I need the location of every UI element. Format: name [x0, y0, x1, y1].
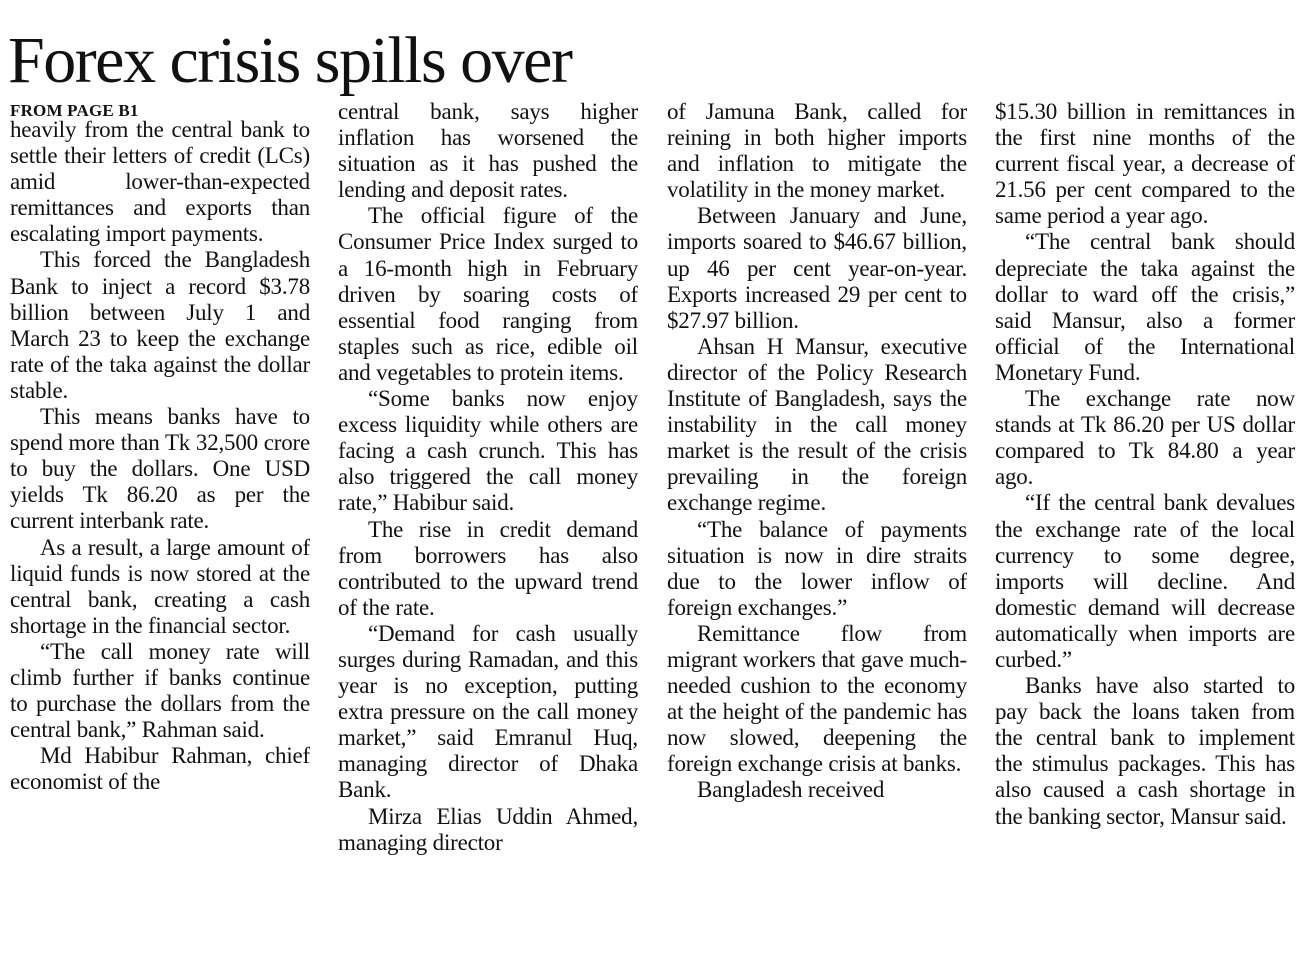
paragraph: The official figure of the Consumer Price Index surged to a 16-month high in February driven by soaring costs of essential food ranging from staples such as rice, edible oil and vegetables to protein items.: [338, 203, 638, 385]
paragraph: Banks have also started to pay back the loans taken from the central bank to implement the stimulus packages. This has also caused a cash shortage in the banking sector, Mansur said.: [995, 673, 1295, 829]
article-column-4: [995, 99, 1295, 969]
jump-label: FROM PAGE B1: [10, 101, 139, 120]
paragraph: Ahsan H Mansur, executive director of the Policy Research Institute of Bangladesh, says the instability in the call money market is the result of the crisis prevailing in the foreign exchange regime.: [667, 333, 967, 516]
paragraph: “The central bank should depreciate the taka against the dollar to ward off the crisis,” said Mansur, also a former official of the International Monetary Fund.: [995, 229, 1295, 385]
paragraph: The exchange rate now stands at Tk 86.20 per US dollar compared to Tk 84.80 a year ago.: [995, 386, 1295, 490]
paragraph: “Demand for cash usually surges during Ramadan, and this year is no exception, putting extra pressure on the call money market,” said Emranul Huq, managing director of Dhaka Bank.: [338, 620, 638, 803]
article-column-2: [338, 99, 638, 969]
paragraph: heavily from the central bank to settle their letters of credit (LCs) amid lower-than-expected remittances and exports than escalating import payments.: [10, 117, 310, 247]
paragraph: central bank, says higher inflation has worsened the situation as it has pushed the lending and deposit rates.: [338, 99, 638, 203]
paragraph: “The balance of payments situation is now in dire straits due to the lower inflow of foreign exchanges.”: [667, 516, 967, 620]
paragraph: Bangladesh received: [697, 777, 885, 803]
paragraph: As a result, a large amount of liquid funds is now stored at the central bank, creating a cash shortage in the financial sector.: [10, 534, 310, 638]
paragraph: “If the central bank devalues the exchange rate of the local currency to some degree, imports will decline. And domestic demand will decrease automatically when imports are curbed.”: [995, 490, 1295, 672]
paragraph: of Jamuna Bank, called for reining in both higher imports and inflation to mitigate the volatility in the money market.: [667, 99, 967, 203]
paragraph: Mirza Elias Uddin Ahmed, managing director: [338, 803, 638, 855]
article-column-1: [10, 99, 310, 969]
paragraph: This means banks have to spend more than Tk 32,500 crore to buy the dollars. One USD yields Tk 86.20 as per the current interbank rate.: [10, 404, 310, 534]
paragraph: Remittance flow from migrant workers that gave much-needed cushion to the economy at the height of the pandemic has now slowed, deepening the foreign exchange crisis at banks.: [667, 620, 967, 777]
paragraph: The rise in credit demand from borrowers has also contributed to the upward trend of the rate.: [338, 516, 638, 620]
paragraph: Md Habibur Rahman, chief economist of the: [10, 743, 310, 795]
paragraph: “Some banks now enjoy excess liquidity while others are facing a cash crunch. This has also triggered the call money rate,” Habibur said.: [338, 386, 638, 516]
paragraph: “The call money rate will climb further if banks continue to purchase the dollars from the central bank,” Rahman said.: [10, 638, 310, 743]
article-column-3: [667, 99, 967, 969]
paragraph: This forced the Bangladesh Bank to inject a record $3.78 billion between July 1 and March 23 to keep the exchange rate of the taka against the dollar stable.: [10, 247, 310, 403]
article-body: [10, 99, 1296, 969]
headline: Forex crisis spills over: [8, 24, 572, 97]
paragraph: $15.30 billion in remittances in the first nine months of the current fiscal year, a decrease of 21.56 per cent compared to the same period a year ago.: [995, 99, 1295, 229]
paragraph: Between January and June, imports soared to $46.67 billion, up 46 per cent year-on-year. Exports increased 29 per cent to $27.97 billion.: [667, 203, 967, 333]
